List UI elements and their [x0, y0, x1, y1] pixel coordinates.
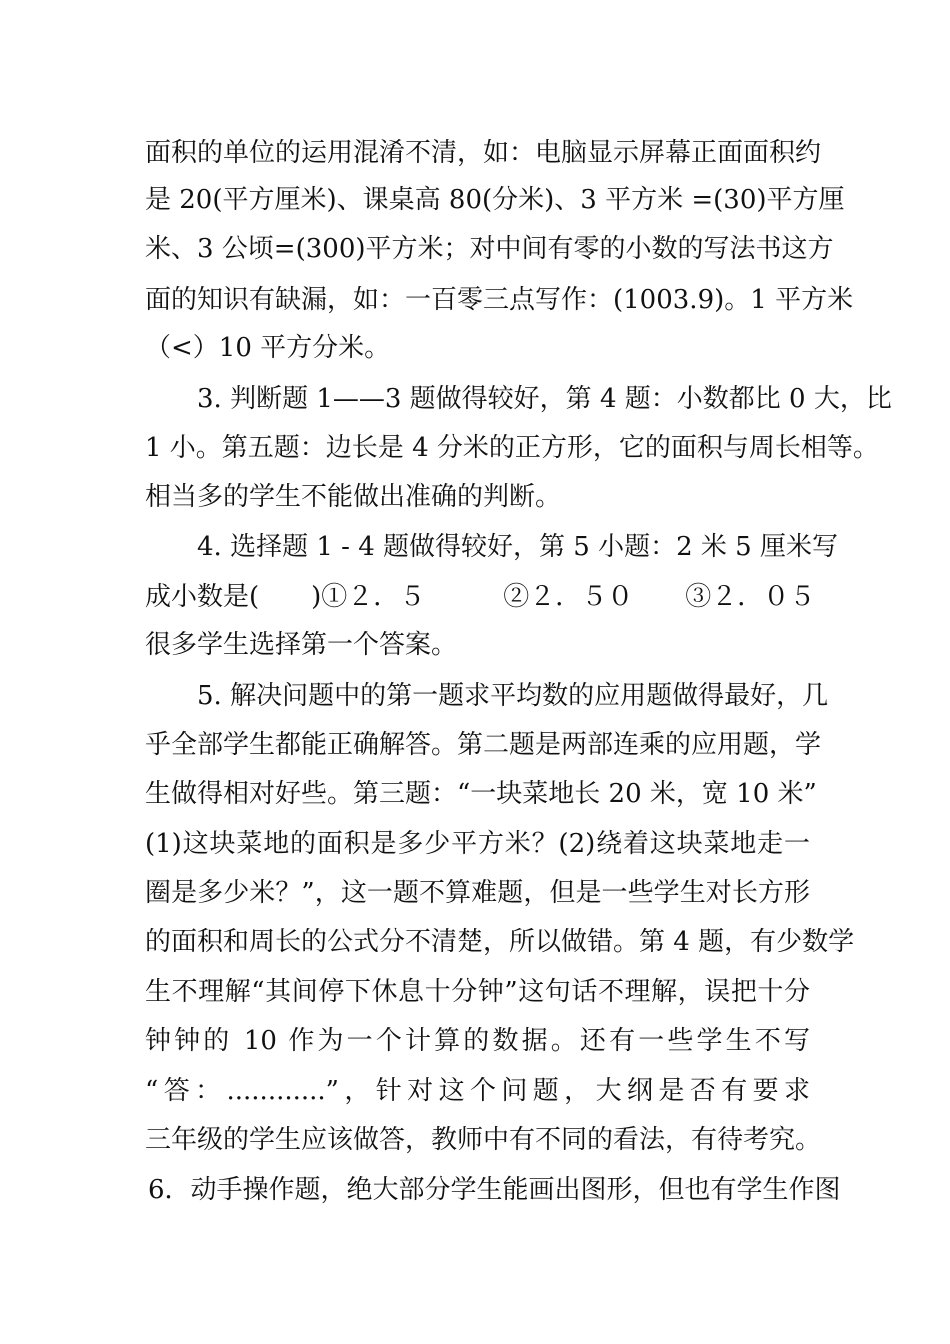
text-line: （<）10 平方分米。	[145, 333, 391, 363]
text-line: “答：............”，针对这个问题，大纲是否有要求	[145, 1076, 810, 1106]
text-line: 圈是多少米？”，这一题不算难题，但是一些学生对长方形	[145, 878, 810, 908]
text-line: 生做得相对好些。第三题：“一块菜地长 20 米，宽 10 米”	[145, 779, 817, 809]
text-line: 是 20(平方厘米)、课桌高 80(分米)、3 平方米 =(30)平方厘	[145, 185, 845, 215]
paragraph-4-start: 4. 选择题 1 - 4 题做得较好，第 5 小题：2 米 5 厘米写	[197, 532, 838, 562]
text-line: 成小数是( )①２．５ ②２．５０ ③２．０５	[145, 582, 816, 612]
text-line: (1)这块菜地的面积是多少平方米？(2)绕着这块菜地走一	[145, 829, 810, 859]
text-line: 的面积和周长的公式分不清楚，所以做错。第 4 题，有少数学	[145, 927, 855, 957]
text-line: 生不理解“其间停下休息十分钟”这句话不理解，误把十分	[145, 977, 810, 1007]
text-line: 很多学生选择第一个答案。	[145, 630, 458, 660]
text-line: 三年级的学生应该做答，教师中有不同的看法，有待考究。	[145, 1125, 822, 1155]
paragraph-6-start: 6．动手操作题，绝大部分学生能画出图形，但也有学生作图	[148, 1175, 841, 1205]
text-line: 乎全部学生都能正确解答。第二题是两部连乘的应用题，学	[145, 730, 822, 760]
text-line: 1 小。第五题：边长是 4 分米的正方形，它的面积与周长相等。	[145, 433, 879, 463]
paragraph-5-start: 5. 解决问题中的第一题求平均数的应用题做得最好，几	[197, 681, 829, 711]
text-line: 面积的单位的运用混淆不清，如：电脑显示屏幕正面面积约	[145, 138, 822, 168]
paragraph-3-start: 3. 判断题 1——3 题做得较好，第 4 题：小数都比 0 大，比	[197, 384, 892, 414]
text-line: 钟钟的 10 作为一个计算的数据。还有一些学生不写	[145, 1026, 810, 1056]
text-line: 面的知识有缺漏，如：一百零三点写作：(1003.9)。1 平方米	[145, 285, 854, 315]
text-line: 相当多的学生不能做出准确的判断。	[145, 482, 562, 512]
text-line: 米、3 公顷=(300)平方米；对中间有零的小数的写法书这方	[145, 234, 834, 264]
